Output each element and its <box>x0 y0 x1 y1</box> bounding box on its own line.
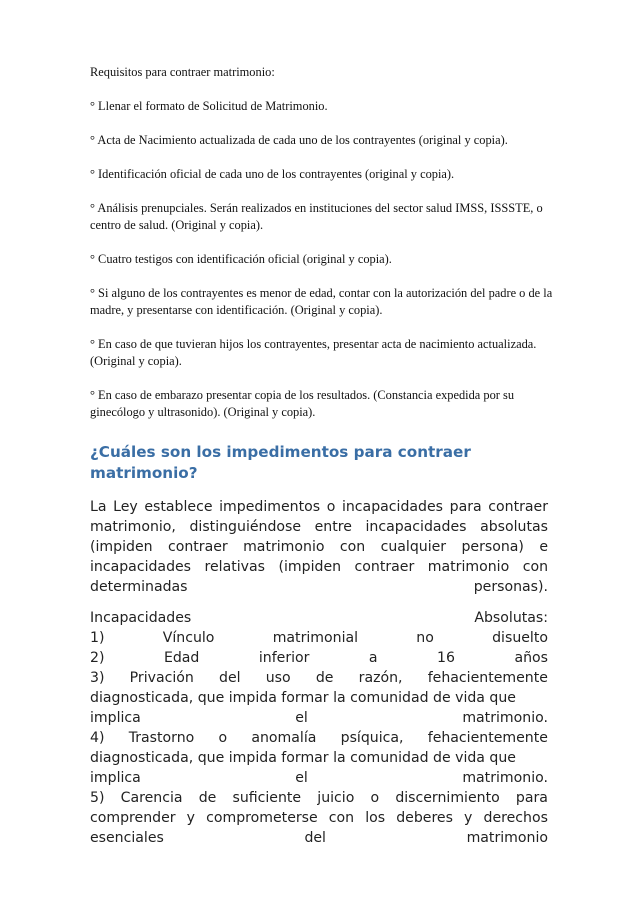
word: y <box>186 810 195 826</box>
word: Edad <box>163 650 200 666</box>
incapacity-line: diagnosticada, que impida formar la comunidad de vida que <box>90 690 516 706</box>
incapacity-line <box>90 668 548 688</box>
word: suficiente <box>232 790 302 806</box>
word: y <box>464 810 473 826</box>
requirements-title: Requisitos para contraer matrimonio: <box>90 65 275 79</box>
incapacity-line <box>90 628 548 648</box>
word: Privación <box>129 670 194 686</box>
word: con <box>328 810 355 826</box>
word: o <box>218 730 228 746</box>
word: 3) <box>90 670 105 686</box>
requirement-item: ° En caso de embarazo presentar copia de los resultados. (Constancia expedida por su ginecólogo y ultrasonido). (Original y copia). <box>90 388 515 419</box>
word: fehacientemente <box>427 670 548 686</box>
incapacity-line <box>90 788 548 808</box>
word: a <box>368 650 378 666</box>
word: esenciales <box>90 830 164 846</box>
incapacity-line <box>90 728 548 748</box>
word: 4) <box>90 730 105 746</box>
incapacity-line <box>90 768 548 788</box>
absolute-incapacities-block <box>90 608 548 848</box>
word: comprender <box>90 810 176 826</box>
word: discernimiento <box>395 790 500 806</box>
absolute-heading-right: Absolutas: <box>474 610 548 626</box>
word: implica <box>90 770 141 786</box>
word: psíquica, <box>340 730 404 746</box>
word: fehacientemente <box>427 730 548 746</box>
word: matrimonio. <box>462 710 548 726</box>
word: 5) <box>90 790 105 806</box>
incapacity-line <box>90 828 548 848</box>
word: matrimonio. <box>462 770 548 786</box>
word: juicio <box>317 790 355 806</box>
intro-paragraph: La Ley establece impedimentos o incapacidades para contraer matrimonio, distinguiéndose entre incapacidades absolutas (impiden contraer matrimonio con cualquier persona) e incapacidades relativas (impiden contraer matrimonio con determinadas personas). <box>90 499 548 595</box>
word: 2) <box>90 650 105 666</box>
requirement-item: ° Acta de Nacimiento actualizada de cada uno de los contrayentes (original y copia). <box>90 133 508 147</box>
incapacity-line <box>90 808 548 828</box>
absolute-heading <box>90 608 548 628</box>
word: 16 <box>437 650 455 666</box>
word: inferior <box>258 650 310 666</box>
word: disuelto <box>492 630 548 646</box>
requirement-item: ° Cuatro testigos con identificación oficial (original y copia). <box>90 252 392 266</box>
word: Vínculo <box>162 630 215 646</box>
requirement-item: ° Si alguno de los contrayentes es menor de edad, contar con la autorización del padre o de la madre, y presentarse con identificación. (Original y copia). <box>90 286 553 317</box>
incapacity-line <box>90 648 548 668</box>
requirement-item: ° Identificación oficial de cada uno de los contrayentes (original y copia). <box>90 167 455 181</box>
word: matrimonio <box>466 830 548 846</box>
absolute-heading-left: Incapacidades <box>90 610 192 626</box>
word: 1) <box>90 630 105 646</box>
section-heading: ¿Cuáles son los impedimentos para contraer matrimonio? <box>90 443 471 482</box>
word: Carencia <box>120 790 183 806</box>
word: de <box>315 670 334 686</box>
word: anomalía <box>251 730 317 746</box>
word: del <box>219 670 241 686</box>
requirement-item: ° En caso de que tuvieran hijos los contrayentes, presentar acta de nacimiento actualizada. (Original y copia). <box>90 337 537 368</box>
word: deberes <box>396 810 453 826</box>
word: implica <box>90 710 141 726</box>
word: el <box>295 770 308 786</box>
incapacity-line <box>90 708 548 728</box>
word: comprometerse <box>206 810 318 826</box>
word: razón, <box>358 670 403 686</box>
word: Trastorno <box>128 730 195 746</box>
word: los <box>365 810 386 826</box>
word: uso <box>265 670 291 686</box>
word: derechos <box>483 810 548 826</box>
word: matrimonial <box>272 630 359 646</box>
word: o <box>370 790 380 806</box>
word: para <box>515 790 548 806</box>
word: del <box>304 830 326 846</box>
requirement-item: ° Análisis prenupciales. Serán realizados en instituciones del sector salud IMSS, ISSSTE, o centro de salud. (Original y copia). <box>90 201 543 232</box>
requirement-item: ° Llenar el formato de Solicitud de Matrimonio. <box>90 99 328 113</box>
word: el <box>295 710 308 726</box>
incapacity-line: diagnosticada, que impida formar la comunidad de vida que <box>90 750 516 766</box>
word: años <box>514 650 548 666</box>
word: de <box>198 790 217 806</box>
word: no <box>416 630 434 646</box>
requirements-list <box>90 98 560 438</box>
